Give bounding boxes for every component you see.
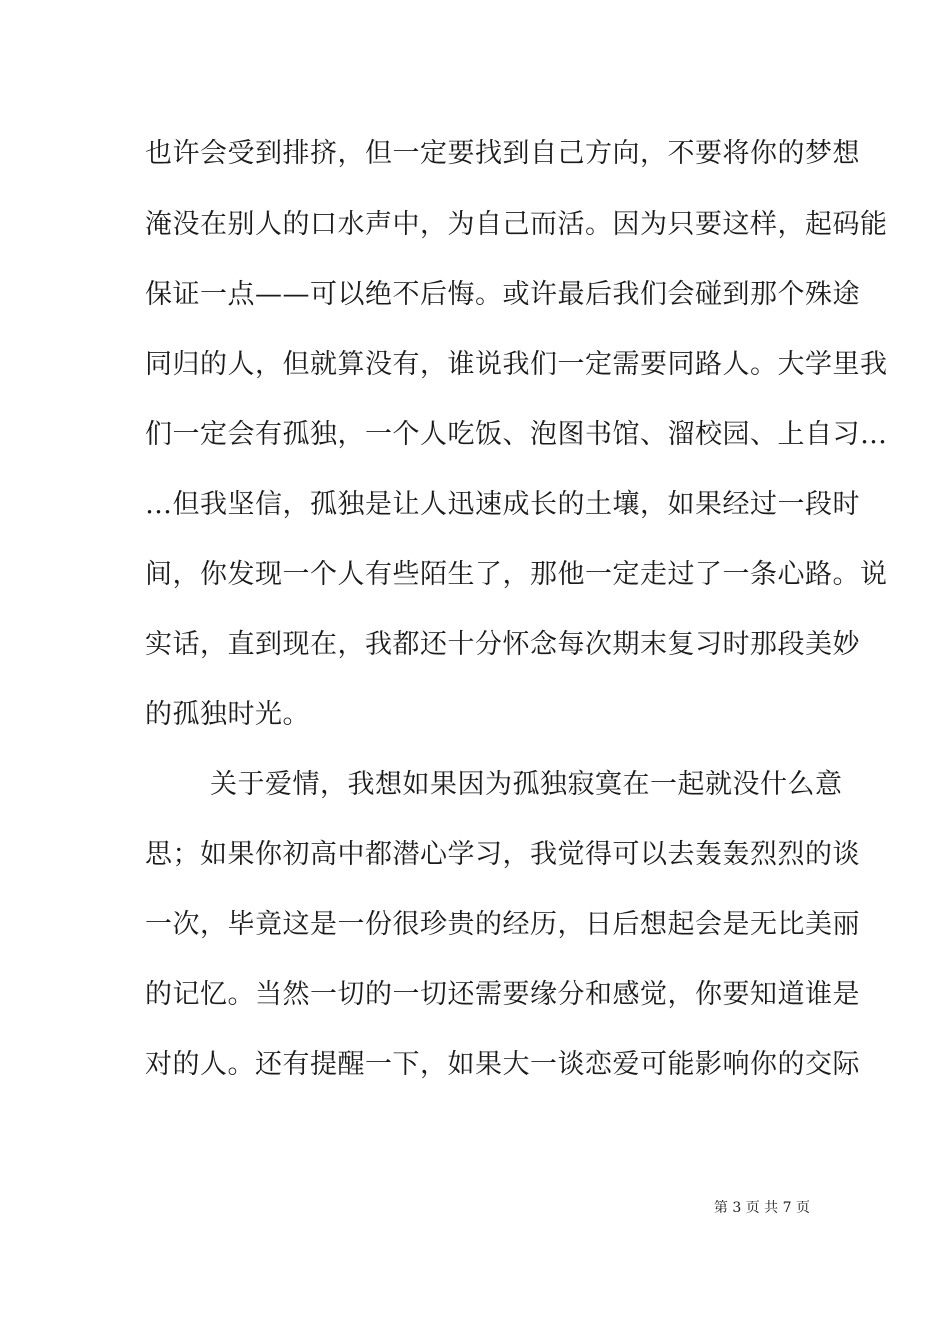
text-line-12: 一次，毕竟这是一份很珍贵的经历，日后想起会是无比美丽 (145, 909, 860, 940)
text-line-5: 们一定会有孤独，一个人吃饭、泡图书馆、溜校园、上自习… (145, 419, 888, 450)
text-line-11: 思；如果你初高中都潜心学习，我觉得可以去轰轰烈烈的谈 (145, 839, 860, 870)
text-line-7: 间，你发现一个人有些陌生了，那他一定走过了一条心路。说 (145, 559, 888, 590)
text-line-3: 保证一点——可以绝不后悔。或许最后我们会碰到那个殊途 (145, 279, 860, 310)
text-line-1: 也许会受到排挤，但一定要找到自己方向，不要将你的梦想 (145, 138, 860, 169)
text-line-10: 关于爱情，我想如果因为孤独寂寞在一起就没什么意 (210, 769, 843, 800)
text-line-9: 的孤独时光。 (145, 699, 310, 730)
text-line-8: 实话，直到现在，我都还十分怀念每次期末复习时那段美妙 (145, 629, 860, 660)
text-line-14: 对的人。还有提醒一下，如果大一谈恋爱可能影响你的交际 (145, 1049, 860, 1080)
text-line-4: 同归的人，但就算没有，谁说我们一定需要同路人。大学里我 (145, 349, 888, 380)
page-number-footer: 第 3 页 共 7 页 (713, 1200, 810, 1216)
text-line-6: …但我坚信，孤独是让人迅速成长的土壤，如果经过一段时 (145, 489, 860, 520)
text-line-2: 淹没在别人的口水声中，为自己而活。因为只要这样，起码能 (145, 209, 888, 240)
text-line-13: 的记忆。当然一切的一切还需要缘分和感觉，你要知道谁是 (145, 979, 860, 1010)
